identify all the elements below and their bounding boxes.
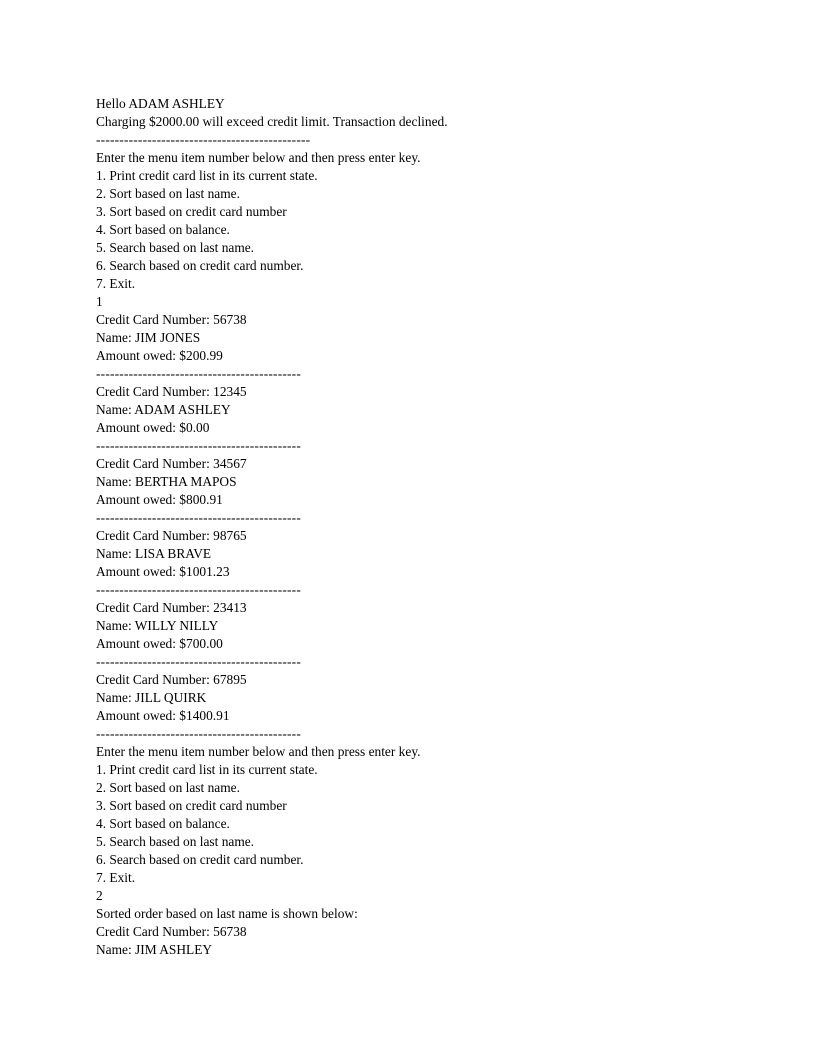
record-name: Name: JIM ASHLEY <box>96 942 213 957</box>
record-item <box>96 527 736 599</box>
record-amount-owed: Amount owed: $800.91 <box>96 492 223 507</box>
menu-item-3: 3. Sort based on credit card number <box>96 204 287 219</box>
menu-item-6: 6. Search based on credit card number. <box>96 258 304 273</box>
record-card-number: Credit Card Number: 98765 <box>96 528 247 543</box>
record-item <box>96 383 736 455</box>
record-name: Name: LISA BRAVE <box>96 546 212 561</box>
record-separator: -------------------------------------------- <box>96 654 302 669</box>
menu-item-6: 6. Search based on credit card number. <box>96 852 304 867</box>
menu-item-3: 3. Sort based on credit card number <box>96 798 287 813</box>
record-item <box>96 455 736 527</box>
greeting-line: Hello ADAM ASHLEY <box>96 96 225 111</box>
record-amount-owed: Amount owed: $200.99 <box>96 348 223 363</box>
charge-declined-message: Charging $2000.00 will exceed credit limit. Transaction declined. <box>96 114 448 129</box>
record-separator: -------------------------------------------- <box>96 366 302 381</box>
record-item <box>96 599 736 671</box>
record-amount-owed: Amount owed: $0.00 <box>96 420 210 435</box>
record-list <box>96 311 736 743</box>
record-name: Name: WILLY NILLY <box>96 618 219 633</box>
sorted-record-item <box>96 923 736 959</box>
record-separator: -------------------------------------------- <box>96 726 302 741</box>
record-name: Name: JIM JONES <box>96 330 201 345</box>
record-separator: -------------------------------------------- <box>96 438 302 453</box>
menu-item-1: 1. Print credit card list in its current state. <box>96 762 318 777</box>
menu-prompt: Enter the menu item number below and then press enter key. <box>96 744 421 759</box>
menu-prompt: Enter the menu item number below and then press enter key. <box>96 150 421 165</box>
menu-item-1: 1. Print credit card list in its current state. <box>96 168 318 183</box>
record-item <box>96 311 736 383</box>
record-card-number: Credit Card Number: 12345 <box>96 384 247 399</box>
record-name: Name: ADAM ASHLEY <box>96 402 231 417</box>
user-choice: 2 <box>96 888 103 903</box>
record-separator: -------------------------------------------- <box>96 510 302 525</box>
menu-item-4: 4. Sort based on balance. <box>96 816 230 831</box>
record-separator: -------------------------------------------- <box>96 582 302 597</box>
record-card-number: Credit Card Number: 23413 <box>96 600 247 615</box>
record-amount-owed: Amount owed: $700.00 <box>96 636 223 651</box>
record-item <box>96 671 736 743</box>
record-amount-owed: Amount owed: $1001.23 <box>96 564 230 579</box>
record-name: Name: BERTHA MAPOS <box>96 474 237 489</box>
record-amount-owed: Amount owed: $1400.91 <box>96 708 230 723</box>
separator-line: ---------------------------------------------- <box>96 132 311 147</box>
user-choice: 1 <box>96 294 103 309</box>
record-name: Name: JILL QUIRK <box>96 690 207 705</box>
menu-item-5: 5. Search based on last name. <box>96 834 255 849</box>
menu-item-2: 2. Sort based on last name. <box>96 780 240 795</box>
record-card-number: Credit Card Number: 34567 <box>96 456 247 471</box>
menu-item-5: 5. Search based on last name. <box>96 240 255 255</box>
console-output-page <box>96 95 736 959</box>
record-card-number: Credit Card Number: 56738 <box>96 924 247 939</box>
record-card-number: Credit Card Number: 67895 <box>96 672 247 687</box>
menu-item-7: 7. Exit. <box>96 276 136 291</box>
menu-block-1 <box>96 149 736 293</box>
record-card-number: Credit Card Number: 56738 <box>96 312 247 327</box>
menu-item-2: 2. Sort based on last name. <box>96 186 240 201</box>
menu-item-4: 4. Sort based on balance. <box>96 222 230 237</box>
sorted-order-message: Sorted order based on last name is shown below: <box>96 906 358 921</box>
menu-item-7: 7. Exit. <box>96 870 136 885</box>
menu-block-2 <box>96 743 736 887</box>
